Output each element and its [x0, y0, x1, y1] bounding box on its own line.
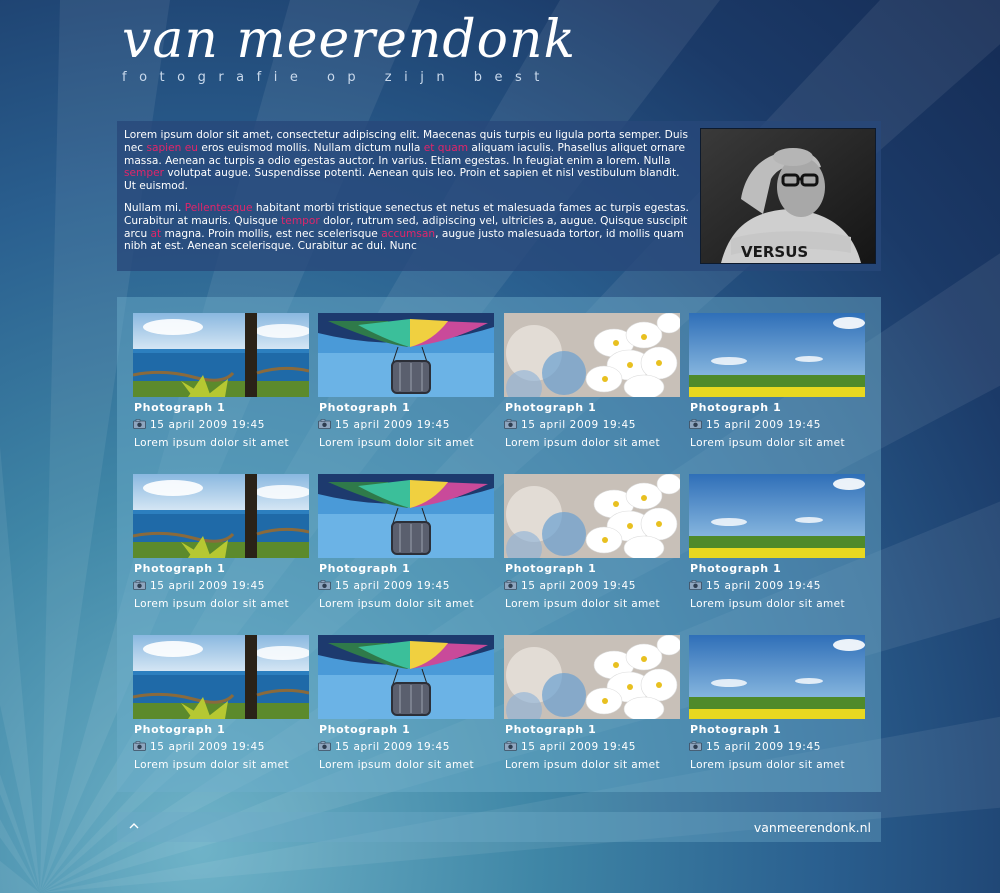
photo-thumbnail-white-blossom[interactable]: [504, 313, 680, 397]
photo-date: 15 april 2009: [706, 741, 788, 753]
photo-date: 15 april 2009: [335, 580, 417, 592]
highlighted-text: accumsan: [381, 227, 436, 240]
text-run: , augue justo malesuada tortor, id mollis quam nibh at est. Aenean scelerisque. Curabitur ac dui. Nunc: [124, 227, 684, 253]
photo-description: Lorem ipsum dolor sit amet: [319, 437, 475, 449]
photo-time: 19:45: [602, 419, 637, 431]
photo-thumbnail-hot-air-balloon[interactable]: [318, 635, 494, 719]
site-footer: [117, 812, 881, 842]
photo-title[interactable]: Photograph 1: [690, 562, 782, 575]
photo-description: Lorem ipsum dolor sit amet: [134, 598, 290, 610]
photo-thumbnail-beach-palm[interactable]: [133, 635, 309, 719]
photo-description: Lorem ipsum dolor sit amet: [505, 598, 661, 610]
photo-time: 19:45: [231, 580, 266, 592]
photo-meta: [689, 741, 821, 753]
photo-card[interactable]: [318, 635, 494, 775]
photo-title[interactable]: Photograph 1: [319, 723, 411, 736]
photo-card[interactable]: [318, 313, 494, 453]
portrait-photo: [700, 128, 876, 264]
photo-time: 19:45: [416, 419, 451, 431]
intro-paragraph-2: [124, 202, 691, 253]
camera-icon: [133, 580, 146, 590]
logo-title[interactable]: van meerendonk: [122, 10, 576, 70]
portrait-shirt-text: VERSUS: [741, 243, 809, 261]
intro-text: [124, 129, 691, 262]
photo-description: Lorem ipsum dolor sit amet: [319, 598, 475, 610]
camera-icon: [133, 741, 146, 751]
photo-date: 15 april 2009: [521, 580, 603, 592]
photo-date: 15 april 2009: [150, 419, 232, 431]
chevron-up-icon: [129, 822, 139, 830]
highlighted-text: Pellentesque: [184, 201, 253, 214]
photo-card[interactable]: [689, 313, 865, 453]
camera-icon: [318, 419, 331, 429]
photo-date: 15 april 2009: [150, 741, 232, 753]
photo-title[interactable]: Photograph 1: [134, 562, 226, 575]
highlighted-text: et quam: [423, 141, 469, 154]
photo-date: 15 april 2009: [335, 741, 417, 753]
photo-meta: [504, 419, 636, 431]
photo-date: 15 april 2009: [706, 580, 788, 592]
text-run: magna. Proin mollis, est nec scelerisque: [161, 227, 382, 240]
photo-title[interactable]: Photograph 1: [319, 401, 411, 414]
photo-thumbnail-white-blossom[interactable]: [504, 474, 680, 558]
photo-meta: [318, 580, 450, 592]
photo-time: 19:45: [416, 741, 451, 753]
photo-card[interactable]: [318, 474, 494, 614]
photo-description: Lorem ipsum dolor sit amet: [690, 437, 846, 449]
photo-time: 19:45: [231, 419, 266, 431]
text-run: habitant morbi tristique senectus et netus et malesuada fames ac turpis egestas. Curabitur at mauris. Quisque: [124, 201, 689, 227]
photo-date: 15 april 2009: [335, 419, 417, 431]
photo-gallery: [117, 297, 881, 792]
photo-card[interactable]: [504, 635, 680, 775]
text-run: Nullam mi.: [124, 201, 185, 214]
photo-time: 19:45: [416, 580, 451, 592]
photo-title[interactable]: Photograph 1: [505, 562, 597, 575]
photo-time: 19:45: [602, 580, 637, 592]
photo-meta: [504, 741, 636, 753]
text-run: aliquam iaculis. Phasellus aliquet ornare massa. Aenean ac turpis a odio egestas auctor. In varius. Etiam egestas. In feugiat enim a lorem. Nulla: [124, 141, 685, 167]
intro-panel: [117, 121, 881, 271]
text-run: volutpat augue. Suspendisse potenti. Aenean quis leo. Proin et sapien et nisl vestibulum blandit. Ut euismod.: [124, 167, 680, 193]
photo-description: Lorem ipsum dolor sit amet: [134, 437, 290, 449]
photo-title[interactable]: Photograph 1: [505, 723, 597, 736]
text-run: dolor, rutrum sed, adipiscing vel, ultricies a, augue. Quisque suscipit arcu: [124, 214, 688, 240]
camera-icon: [318, 580, 331, 590]
photo-title[interactable]: Photograph 1: [319, 562, 411, 575]
highlighted-text: semper: [124, 167, 164, 180]
camera-icon: [133, 419, 146, 429]
photo-date: 15 april 2009: [150, 580, 232, 592]
photo-time: 19:45: [787, 419, 822, 431]
camera-icon: [689, 741, 702, 751]
camera-icon: [504, 580, 517, 590]
photo-meta: [133, 580, 265, 592]
photo-thumbnail-white-blossom[interactable]: [504, 635, 680, 719]
photo-card[interactable]: [133, 635, 309, 775]
photo-title[interactable]: Photograph 1: [690, 723, 782, 736]
photo-time: 19:45: [787, 741, 822, 753]
photo-meta: [318, 419, 450, 431]
photo-card[interactable]: [689, 635, 865, 775]
photo-card[interactable]: [133, 313, 309, 453]
highlighted-text: at: [150, 227, 162, 240]
intro-paragraph-1: [124, 129, 691, 193]
logo-tagline: fotografie op zijn best: [122, 70, 552, 85]
photo-description: Lorem ipsum dolor sit amet: [505, 759, 661, 771]
photo-description: Lorem ipsum dolor sit amet: [134, 759, 290, 771]
text-run: eros euismod mollis. Nullam dictum nulla: [197, 141, 424, 154]
photo-description: Lorem ipsum dolor sit amet: [690, 759, 846, 771]
photo-date: 15 april 2009: [706, 419, 788, 431]
photo-card[interactable]: [504, 474, 680, 614]
photo-meta: [689, 419, 821, 431]
photo-thumbnail-green-field-sky[interactable]: [689, 313, 865, 397]
photo-thumbnail-hot-air-balloon[interactable]: [318, 474, 494, 558]
photo-thumbnail-green-field-sky[interactable]: [689, 635, 865, 719]
photo-description: Lorem ipsum dolor sit amet: [690, 598, 846, 610]
highlighted-text: sapien eu: [146, 141, 198, 154]
photo-time: 19:45: [787, 580, 822, 592]
photo-meta: [689, 580, 821, 592]
photo-thumbnail-beach-palm[interactable]: [133, 313, 309, 397]
photo-thumbnail-hot-air-balloon[interactable]: [318, 313, 494, 397]
photo-time: 19:45: [231, 741, 266, 753]
site-link[interactable]: vanmeerendonk.nl: [753, 820, 871, 835]
photo-date: 15 april 2009: [521, 419, 603, 431]
photo-thumbnail-beach-palm[interactable]: [133, 474, 309, 558]
photo-description: Lorem ipsum dolor sit amet: [319, 759, 475, 771]
camera-icon: [689, 580, 702, 590]
camera-icon: [318, 741, 331, 751]
photo-description: Lorem ipsum dolor sit amet: [505, 437, 661, 449]
photo-meta: [133, 741, 265, 753]
camera-icon: [689, 419, 702, 429]
photo-meta: [504, 580, 636, 592]
photo-card[interactable]: [133, 474, 309, 614]
site-header: [122, 8, 722, 98]
photo-meta: [318, 741, 450, 753]
camera-icon: [504, 741, 517, 751]
photo-meta: [133, 419, 265, 431]
text-run: Lorem ipsum dolor sit amet, consectetur adipiscing elit. Maecenas quis turpis eu ligula porta semper. Duis nec: [124, 129, 689, 154]
back-to-top-button[interactable]: [127, 818, 141, 834]
photo-title[interactable]: Photograph 1: [505, 401, 597, 414]
photo-title[interactable]: Photograph 1: [134, 401, 226, 414]
photo-date: 15 april 2009: [521, 741, 603, 753]
photo-card[interactable]: [689, 474, 865, 614]
photo-time: 19:45: [602, 741, 637, 753]
photo-title[interactable]: Photograph 1: [134, 723, 226, 736]
photo-thumbnail-green-field-sky[interactable]: [689, 474, 865, 558]
photo-card[interactable]: [504, 313, 680, 453]
highlighted-text: tempor: [281, 214, 320, 227]
photo-title[interactable]: Photograph 1: [690, 401, 782, 414]
camera-icon: [504, 419, 517, 429]
